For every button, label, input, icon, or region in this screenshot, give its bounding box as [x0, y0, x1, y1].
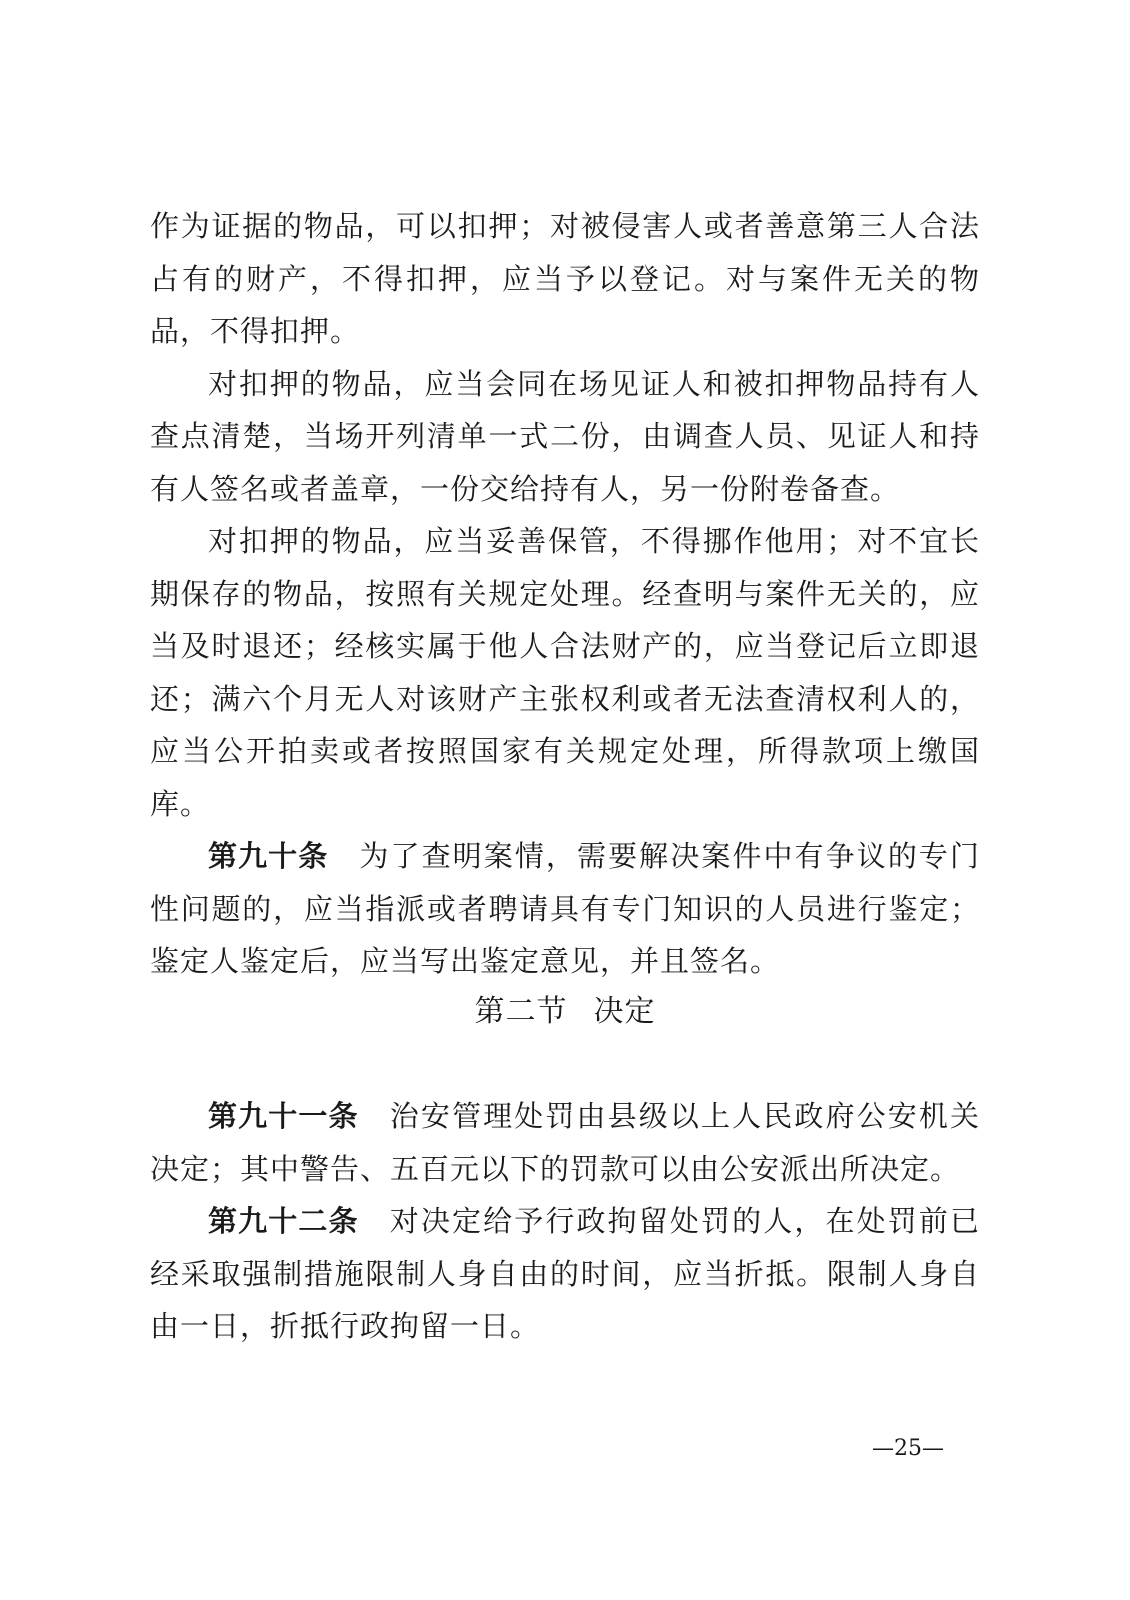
section-label: 第二节 [474, 994, 568, 1029]
paragraph-continuation: 作为证据的物品，可以扣押；对被侵害人或者善意第三人合法占有的财产，不得扣押，应当予以登记。对与案件无关的物品，不得扣押。 [150, 209, 980, 348]
paragraph-inventory: 对扣押的物品，应当会同在场见证人和被扣押物品持有人查点清楚，当场开列清单一式二份，由调查人员、见证人和持有人签名或者盖章，一份交给持有人，另一份附卷备查。 [150, 366, 980, 506]
article-90 [150, 830, 980, 988]
article-text: 为了查明案情，需要解决案件中有争议的专门性问题的，应当指派或者聘请具有专门知识的人员进行鉴定；鉴定人鉴定后，应当写出鉴定意见，并且签名。 [150, 839, 980, 978]
document-body-bottom [150, 1090, 980, 1353]
article-91 [150, 1090, 980, 1195]
article-number: 第九十二条 [208, 1204, 359, 1238]
document-body-top [150, 200, 980, 988]
article-number: 第九十条 [208, 839, 329, 873]
article-text: 治安管理处罚由县级以上人民政府公安机关决定；其中警告、五百元以下的罚款可以由公安派出所决定。 [150, 1099, 980, 1186]
article-number: 第九十一条 [208, 1099, 359, 1133]
paragraph-custody: 对扣押的物品，应当妥善保管，不得挪作他用；对不宜长期保存的物品，按照有关规定处理。经查明与案件无关的，应当及时退还；经核实属于他人合法财产的，应当登记后立即退还；满六个月无人对该财产主张权利或者无法查清权利人的，应当公开拍卖或者按照国家有关规定处理，所得款项上缴国库。 [150, 524, 980, 821]
page-number: —25— [872, 1436, 944, 1461]
article-92 [150, 1195, 980, 1353]
section-heading [0, 990, 1130, 1034]
section-title-text: 决定 [593, 994, 656, 1029]
article-text: 对决定给予行政拘留处罚的人，在处罚前已经采取强制措施限制人身自由的时间，应当折抵。限制人身自由一日，折抵行政拘留一日。 [150, 1204, 980, 1343]
